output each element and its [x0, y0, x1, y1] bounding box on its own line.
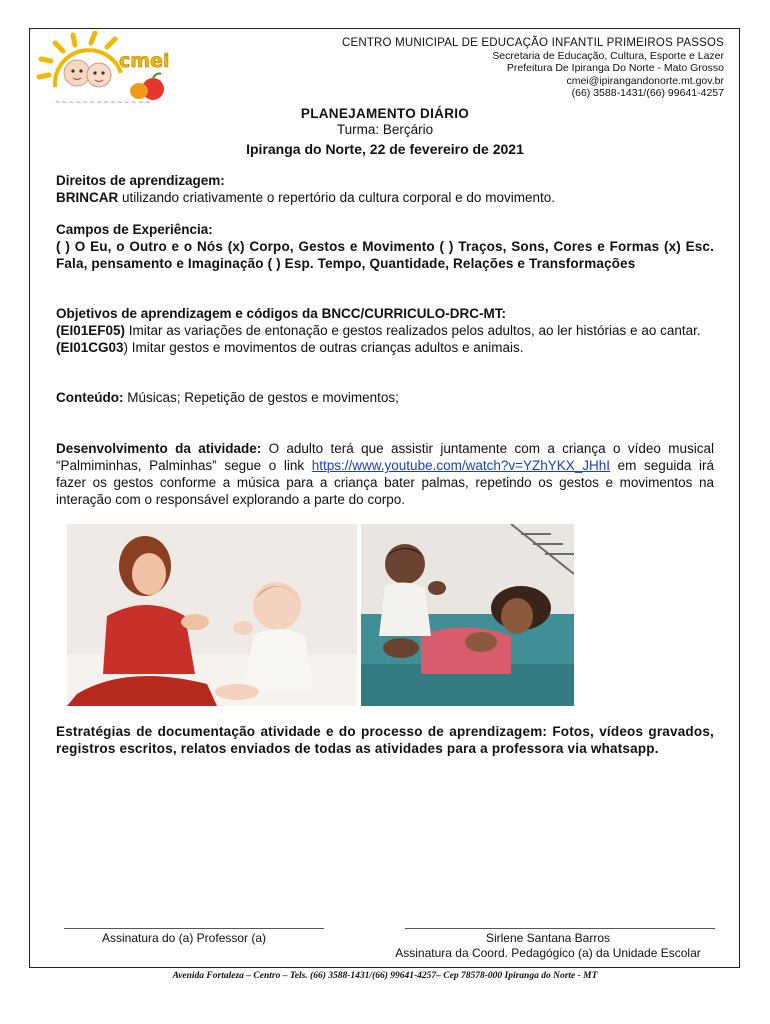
school-logo — [33, 31, 183, 107]
email: cmei@ipirangandonorte.mt.gov.br — [566, 74, 724, 87]
desenvolvimento-text-after: em seguida irá fazer os gestos conforme a música para a criança bater palmas, repetindo os gestos e movimentos na interação com o responsável explorando a parte do corpo. — [56, 458, 714, 507]
desenvolvimento-section — [56, 440, 714, 508]
place-date: Ipiranga do Norte, 22 de fevereiro de 2021 — [246, 141, 524, 157]
objetivo-item-1 — [56, 322, 714, 339]
objetivo-code-2: (EI01CG03 — [56, 340, 124, 355]
desenvolvimento-text-before: O adulto terá que assistir juntamente com a criança o vídeo musical “Palmiminhas, Palminhas” segue o link — [56, 441, 714, 473]
conteudo-heading: Conteúdo: — [56, 390, 124, 405]
secretaria: Secretaria de Educação, Cultura, Esporte e Lazer — [492, 49, 724, 62]
footer-address: Avenida Fortaleza – Centro – Tels. (66) 3588-1431/(66) 99641-4257– Cep 78578-000 Ipiranga do Norte - MT — [172, 971, 598, 981]
coord-signature-block — [380, 931, 716, 961]
direitos-text — [56, 189, 714, 206]
coord-signature-line — [405, 928, 715, 929]
campos-section — [56, 221, 714, 272]
institution-name: CENTRO MUNICIPAL DE EDUCAÇÃO INFANTIL PRIMEIROS PASSOS — [341, 37, 724, 49]
direitos-section — [56, 172, 714, 206]
header-info — [342, 37, 724, 100]
objetivo-item-2 — [56, 339, 714, 356]
turma: Turma: Berçário — [336, 122, 434, 137]
objetivo-code-1: (EI01EF05) — [56, 323, 126, 338]
professor-signature-label: Assinatura do (a) Professor (a) — [101, 931, 267, 945]
professor-signature-line — [64, 928, 324, 929]
direitos-keyword: BRINCAR — [56, 190, 119, 205]
document-title: PLANEJAMENTO DIÁRIO — [300, 106, 470, 121]
campos-text: ( ) O Eu, o Outro e o Nós (x) Corpo, Gestos e Movimento ( ) Traços, Sons, Cores e Formas (x) Esc. Fala, pensamento e Imaginação ( ) Esp. Tempo, Quantidade, Relações e Transformações — [56, 239, 714, 271]
photo-woman-baby-sofa — [361, 524, 574, 706]
objetivos-heading: Objetivos de aprendizagem e códigos da BNCC/CURRICULO-DRC-MT: — [56, 306, 507, 321]
objetivo-text-1: Imitar as variações de entonação e gestos realizados pelos adultos, ao ler histórias e ao cantar. — [125, 323, 701, 338]
coord-label: Assinatura da Coord. Pedagógico (a) da Unidade Escolar — [395, 946, 701, 960]
logo-text: cmei — [119, 50, 170, 72]
desenvolvimento-heading: Desenvolvimento da atividade: — [56, 441, 262, 456]
direitos-heading: Direitos de aprendizagem: — [56, 173, 225, 188]
photo-mother-baby-clapping — [67, 524, 357, 706]
prefeitura: Prefeitura De Ipiranga Do Norte - Mato Grosso — [506, 62, 724, 75]
conteudo-section — [56, 389, 714, 406]
estrategias-section: Estratégias de documentação atividade e do processo de aprendizagem: Fotos, vídeos gravados, registros escritos, relatos enviados de todas as atividades para a professora via whatsapp. — [56, 724, 714, 756]
svg-text:~ ~ ~ ~ ~ ~ ~ ~ ~ ~ ~ ~ ~ ~: ~ ~ ~ ~ ~ ~ ~ ~ ~ ~ ~ ~ ~ ~ — [55, 99, 151, 106]
conteudo-text: Músicas; Repetição de gestos e movimentos; — [123, 390, 399, 405]
campos-heading: Campos de Experiência: — [56, 222, 213, 237]
coord-name: Sirlene Santana Barros — [485, 931, 611, 945]
direitos-body: utilizando criativamente o repertório da cultura corporal e do movimento. — [118, 190, 555, 205]
phone: (66) 3588-1431/(66) 99641-4257 — [571, 87, 724, 100]
youtube-link[interactable]: https://www.youtube.com/watch?v=YZhYKX_JHhI — [311, 458, 611, 473]
title-block — [0, 105, 770, 158]
objetivos-section — [56, 305, 714, 356]
objetivo-text-2: ) Imitar gestos e movimentos de outras crianças adultos e animais. — [123, 340, 524, 355]
